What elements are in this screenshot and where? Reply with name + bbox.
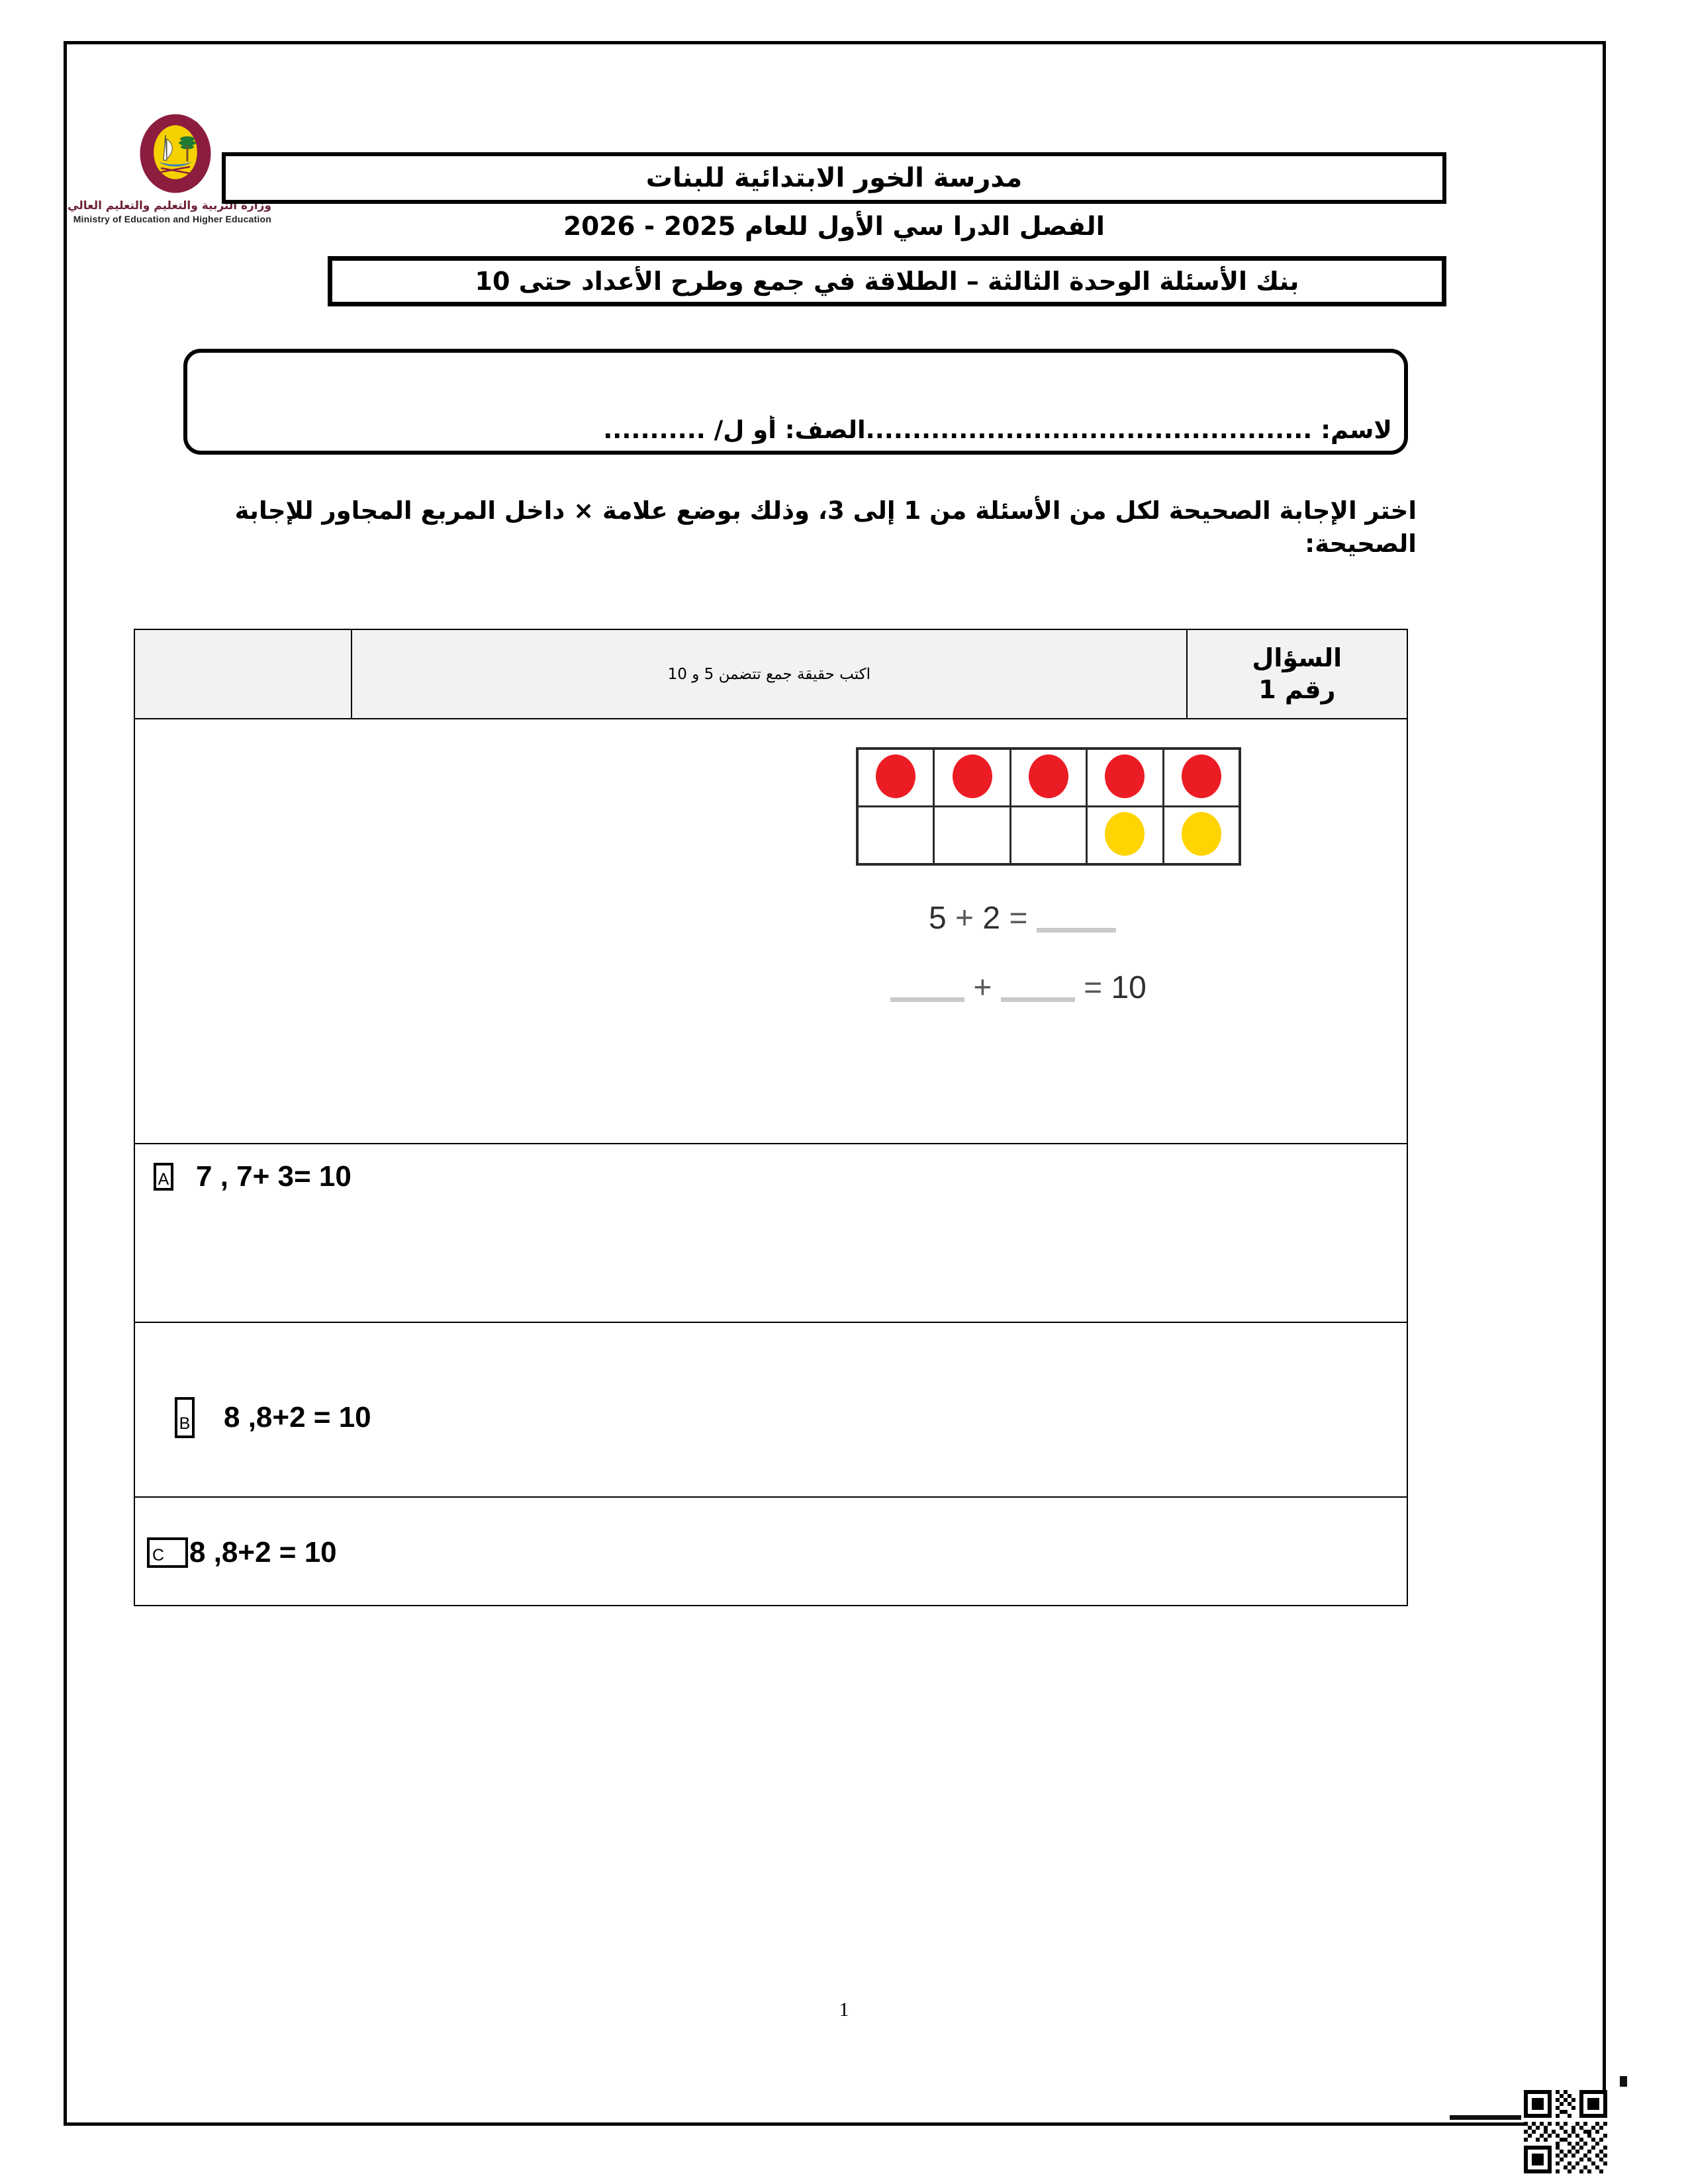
- equation-two-answer: 10: [1111, 970, 1147, 1005]
- footer-tick-mark: [1620, 2076, 1627, 2087]
- ten-frame-cell: [1087, 749, 1163, 807]
- option-cell-c[interactable]: [134, 1497, 1407, 1606]
- equation-two-operator: +: [973, 970, 992, 1005]
- red-counter-icon: [1029, 754, 1068, 798]
- school-name-box: [222, 152, 1446, 204]
- yellow-counter-icon: [1182, 812, 1221, 856]
- ten-frame-row-bottom: [857, 807, 1240, 865]
- figure-cell: [134, 719, 1407, 1144]
- equation-two: [890, 970, 1301, 1006]
- equation-one-equals: =: [1009, 901, 1028, 936]
- ministry-name-english: Ministry of Education and Higher Education: [73, 213, 271, 224]
- ten-frame-cell-empty: [857, 807, 934, 865]
- option-b-checkbox[interactable]: B: [175, 1397, 195, 1438]
- ten-frame-cell: [934, 749, 1010, 807]
- qr-code-svg: [1524, 2090, 1607, 2173]
- option-c-checkbox[interactable]: C: [147, 1537, 188, 1568]
- ten-frame-row-top: [857, 749, 1240, 807]
- equation-one-answer-blank[interactable]: [1037, 928, 1116, 933]
- question-stem-cell: اكتب حقيقة جمع تتضمن 5 و 10: [352, 629, 1187, 719]
- option-row-b: [134, 1322, 1407, 1497]
- qr-code-icon[interactable]: [1524, 2090, 1607, 2173]
- equation-two-equals: =: [1084, 970, 1103, 1005]
- term-year-line: الفصل الدرا سي الأول للعام 2025 - 2026: [563, 212, 1105, 242]
- equation-one-operator: +: [955, 901, 974, 936]
- yellow-counter-icon: [1105, 812, 1145, 856]
- option-row-a: [134, 1144, 1407, 1322]
- footer-rule: [1450, 2115, 1521, 2120]
- ten-frame-cell: [1010, 749, 1086, 807]
- option-b-text: 8 ,8+2 = 10: [224, 1401, 371, 1433]
- question-number: رقم 1: [1258, 674, 1336, 704]
- equation-one-left: 5: [929, 901, 947, 936]
- option-a-checkbox[interactable]: A: [154, 1163, 173, 1191]
- instruction-text: اختر الإجابة الصحيحة لكل من الأسئلة من 1 إلى 3، وذلك بوضع علامة × داخل المربع المجاور للإجابة الصحيحة:: [234, 496, 1417, 558]
- option-cell-a[interactable]: [134, 1144, 1407, 1322]
- ten-frame-cell: [1163, 807, 1240, 865]
- ten-frame-cell: [1163, 749, 1240, 807]
- unit-title-box: [328, 256, 1446, 306]
- unit-title: بنك الأسئلة الوحدة الثالثة – الطلاقة في جمع وطرح الأعداد حتى 10: [475, 267, 1299, 296]
- option-a[interactable]: [154, 1160, 352, 1193]
- ten-frame-figure: [851, 747, 1301, 1006]
- red-counter-icon: [953, 754, 992, 798]
- option-c[interactable]: [147, 1536, 337, 1569]
- equation-two-left-blank[interactable]: [890, 997, 964, 1002]
- ministry-name-arabic: وزارة التربية والتعليم والتعليم العالي: [68, 199, 271, 212]
- question-number-cell: [1187, 629, 1407, 719]
- equation-two-right-blank[interactable]: [1001, 997, 1075, 1002]
- ten-frame-grid: [856, 747, 1241, 866]
- option-a-text: 7 , 7+ 3= 10: [196, 1160, 352, 1193]
- question-label: السؤال: [1252, 643, 1342, 672]
- option-row-c: [134, 1497, 1407, 1606]
- student-info-box[interactable]: [183, 349, 1408, 455]
- red-counter-icon: [1182, 754, 1221, 798]
- svg-text:دولة قطر: دولة قطر: [152, 116, 199, 128]
- ten-frame-cell: [857, 749, 934, 807]
- worksheet-sheet: [68, 50, 1595, 2115]
- option-c-text: 8 ,8+2 = 10: [189, 1536, 337, 1569]
- ten-frame-cell-empty: [934, 807, 1010, 865]
- red-counter-icon: [876, 754, 915, 798]
- option-cell-b[interactable]: [134, 1322, 1407, 1497]
- student-name-class-line[interactable]: لاسم: ................................................الصف: أو ل/ ...........: [603, 416, 1392, 444]
- equation-one-right: 2: [982, 901, 1001, 936]
- ten-frame-cell-empty: [1010, 807, 1086, 865]
- school-name: مدرسة الخور الابتدائية للبنات: [645, 163, 1023, 193]
- option-b[interactable]: [175, 1397, 371, 1438]
- question-table: [134, 629, 1408, 1606]
- qatar-ministry-emblem-icon: [129, 113, 222, 197]
- header-blank-cell: [134, 629, 352, 719]
- page-number: 1: [839, 1999, 849, 2021]
- table-header-row: [134, 629, 1407, 719]
- equation-one: [929, 900, 1301, 936]
- red-counter-icon: [1105, 754, 1145, 798]
- figure-row: [134, 719, 1407, 1144]
- ten-frame-cell: [1087, 807, 1163, 865]
